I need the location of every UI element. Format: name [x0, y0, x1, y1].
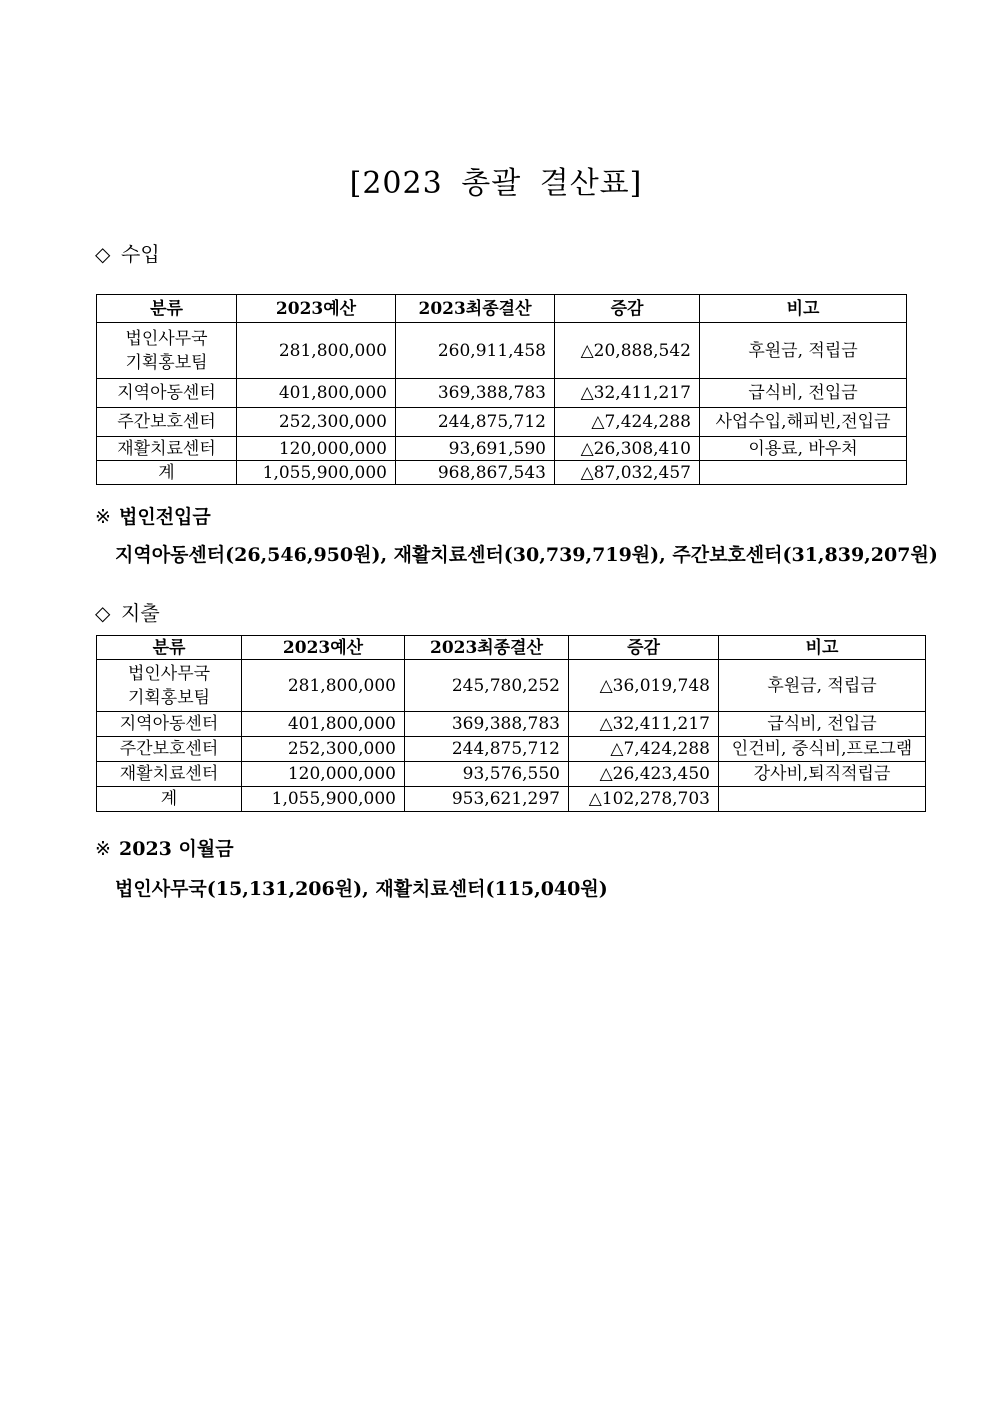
col-budget: 2023예산 [237, 295, 396, 323]
table-row [97, 323, 907, 379]
col-diff: 증감 [555, 295, 700, 323]
table-header-row [97, 295, 907, 323]
income-table [96, 294, 907, 485]
table-total-row [97, 461, 907, 485]
table-header-row [97, 636, 926, 660]
col-diff: 증감 [569, 636, 719, 660]
expense-table [96, 635, 926, 812]
row-budget: 401,800,000 [242, 712, 405, 737]
row-budget: 252,300,000 [242, 737, 405, 762]
col-category: 분류 [97, 636, 242, 660]
row-final: 968,867,543 [396, 461, 555, 485]
row-final: 953,621,297 [405, 787, 569, 812]
row-final: 260,911,458 [396, 323, 555, 379]
row-category [97, 323, 237, 379]
row-category-line1: 법인사무국 [127, 663, 211, 684]
row-category [97, 660, 242, 712]
transfer-note-label: 법인전입금 [119, 506, 211, 528]
row-memo: 인건비, 중식비,프로그램 [719, 737, 926, 762]
row-diff: △20,888,542 [555, 323, 700, 379]
row-category: 지역아동센터 [97, 712, 242, 737]
table-row [97, 660, 926, 712]
row-memo: 급식비, 전입금 [719, 712, 926, 737]
row-memo: 후원금, 적립금 [719, 660, 926, 712]
row-memo [719, 787, 926, 812]
reference-mark-icon: ※ [95, 838, 111, 860]
table-row [97, 737, 926, 762]
col-memo: 비고 [719, 636, 926, 660]
transfer-note-heading [95, 502, 211, 529]
row-final: 245,780,252 [405, 660, 569, 712]
row-diff: △32,411,217 [569, 712, 719, 737]
row-budget: 1,055,900,000 [237, 461, 396, 485]
row-diff: △87,032,457 [555, 461, 700, 485]
carryover-note-heading [95, 834, 234, 861]
row-final: 93,576,550 [405, 762, 569, 787]
row-budget: 120,000,000 [242, 762, 405, 787]
row-budget: 281,800,000 [237, 323, 396, 379]
row-category: 재활치료센터 [97, 437, 237, 461]
col-final: 2023최종결산 [396, 295, 555, 323]
carryover-note-body: 법인사무국(15,131,206원), 재활치료센터(115,040원) [115, 878, 608, 900]
row-category-line2: 기획홍보팀 [127, 687, 211, 708]
income-heading-label: 수입 [121, 242, 160, 266]
carryover-note-label: 2023 이월금 [119, 838, 234, 860]
row-category: 지역아동센터 [97, 379, 237, 408]
table-row [97, 712, 926, 737]
table-row [97, 437, 907, 461]
row-budget: 1,055,900,000 [242, 787, 405, 812]
row-diff: △102,278,703 [569, 787, 719, 812]
diamond-icon: ◇ [95, 242, 111, 266]
row-category: 주간보호센터 [97, 737, 242, 762]
row-memo: 사업수입,해피빈,전입금 [700, 408, 907, 437]
col-budget: 2023예산 [242, 636, 405, 660]
table-row [97, 379, 907, 408]
row-category-line1: 법인사무국 [125, 328, 208, 349]
col-memo: 비고 [700, 295, 907, 323]
row-memo: 이용료, 바우처 [700, 437, 907, 461]
row-diff: △32,411,217 [555, 379, 700, 408]
row-memo: 후원금, 적립금 [700, 323, 907, 379]
row-final: 369,388,783 [405, 712, 569, 737]
row-category: 계 [97, 461, 237, 485]
row-memo: 급식비, 전입금 [700, 379, 907, 408]
expense-heading-label: 지출 [121, 601, 160, 625]
row-final: 244,875,712 [396, 408, 555, 437]
row-memo [700, 461, 907, 485]
income-heading [95, 238, 160, 267]
page-title: [2023 총괄 결산표] [349, 166, 643, 201]
row-memo: 강사비,퇴직적립금 [719, 762, 926, 787]
row-category: 재활치료센터 [97, 762, 242, 787]
row-budget: 281,800,000 [242, 660, 405, 712]
row-final: 93,691,590 [396, 437, 555, 461]
row-category-line2: 기획홍보팀 [125, 352, 208, 373]
row-budget: 252,300,000 [237, 408, 396, 437]
row-category: 주간보호센터 [97, 408, 237, 437]
expense-heading [95, 597, 160, 626]
row-final: 369,388,783 [396, 379, 555, 408]
table-row [97, 408, 907, 437]
row-budget: 120,000,000 [237, 437, 396, 461]
row-category: 계 [97, 787, 242, 812]
row-diff: △36,019,748 [569, 660, 719, 712]
transfer-note-body: 지역아동센터(26,546,950원), 재활치료센터(30,739,719원), 주간보호센터(31,839,207원) [115, 544, 938, 566]
row-diff: △7,424,288 [569, 737, 719, 762]
diamond-icon: ◇ [95, 601, 111, 625]
table-row [97, 762, 926, 787]
row-diff: △7,424,288 [555, 408, 700, 437]
table-total-row [97, 787, 926, 812]
row-diff: △26,308,410 [555, 437, 700, 461]
col-final: 2023최종결산 [405, 636, 569, 660]
reference-mark-icon: ※ [95, 506, 111, 528]
row-budget: 401,800,000 [237, 379, 396, 408]
row-final: 244,875,712 [405, 737, 569, 762]
col-category: 분류 [97, 295, 237, 323]
row-diff: △26,423,450 [569, 762, 719, 787]
